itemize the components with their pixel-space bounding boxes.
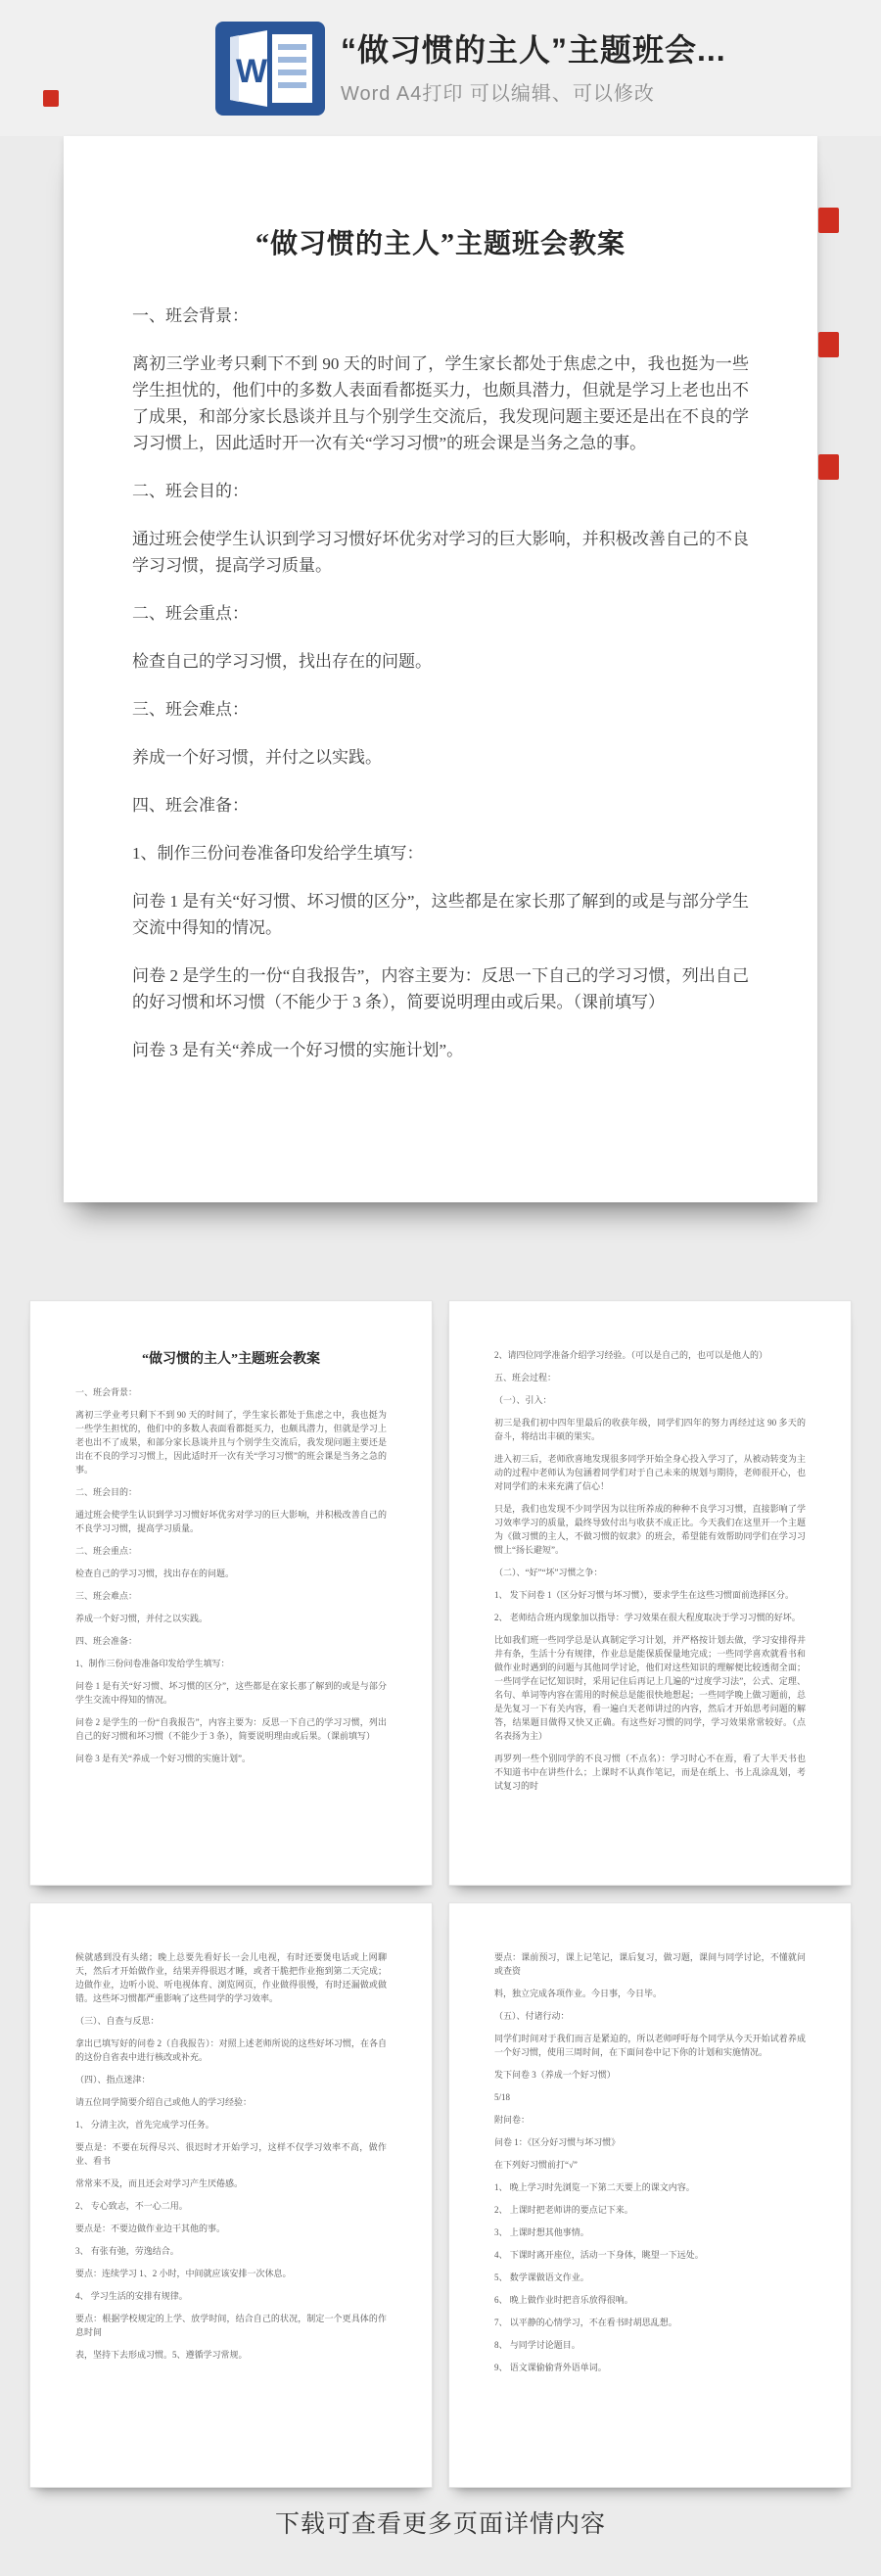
document-paragraph: 候就感到没有头绪；晚上总要先看好长一会儿电视，有时还要煲电话或上网聊天，然后才开始做作业，结果弄得很迟才睡，或者干脆把作业拖到第二天完成；边做作业，边听小说、听电视体育、浏览网页，作业做得很慢，有时还漏做或做错。这些坏习惯都严重影响了这些同学的学习效率。 (75, 1952, 387, 2003)
document-paragraph: 3、 上课时想其他事情。 (494, 2227, 589, 2237)
document-paragraph: 拿出已填写好的问卷 2（自我报告）：对照上述老师所说的这些好坏习惯，在各自的这份自省表中进行核改或补充。 (75, 2038, 387, 2062)
document-paragraph: 5、 数学课做语文作业。 (494, 2272, 589, 2282)
document-paragraph: 初三是我们初中四年里最后的收获年级，同学们四年的努力再经过这 90 多天的奋斗，将结出丰硕的果实。 (494, 1418, 806, 1441)
footer (0, 2505, 881, 2540)
document-paragraph: 1、 晚上学习时先浏览一下第二天要上的课文内容。 (494, 2182, 695, 2192)
main-page-preview[interactable] (64, 136, 817, 1202)
document-paragraph: 养成一个好习惯，并付之以实践。 (75, 1614, 209, 1623)
document-paragraph: 检查自己的学习习惯，找出存在的问题。 (132, 652, 432, 671)
red-marker-icon (818, 454, 839, 480)
document-paragraph: 通过班会使学生认识到学习习惯好坏优劣对学习的巨大影响，并积极改善自己的不良学习习惯，提高学习质量。 (75, 1510, 387, 1533)
document-paragraph: 1、制作三份问卷准备印发给学生填写： (75, 1659, 230, 1668)
document-paragraph: 离初三学业考只剩下不到 90 天的时间了，学生家长都处于焦虑之中，我也挺为一些学生担忧的，他们中的多数人表面看都挺买力，也颇具潜力，但就是学习上老也出不了成果，和部分家长恳谈并且与个别学生交流后，我发现问题主要还是出在不良的学习习惯上，因此适时开一次有关“学习习惯”的班会课是当务之急的事。 (75, 1410, 387, 1475)
document-paragraph: 五、班会过程： (494, 1373, 557, 1382)
document-paragraph: 三、班会难点： (75, 1591, 138, 1601)
document-paragraph: 只是，我们也发现不少同学因为以往所养成的种种不良学习习惯，直接影响了学习效率学习的质量，最终导致付出与收获不成正比。今天我们在这里开一个主题为《做习惯的主人，不做习惯的奴隶》的班会，希望能有效帮助同学们在学习习惯上“扬长避短”。 (494, 1504, 806, 1555)
document-paragraph: 一、班会背景： (132, 306, 249, 325)
thumbnail-page[interactable] (448, 1902, 852, 2488)
document-paragraph: 要点：课前预习，课上记笔记，课后复习，做习题，课间与同学讨论，不懂就问或查资 (494, 1952, 806, 1976)
document-paragraph: 二、班会重点： (132, 604, 249, 623)
document-paragraph: （一）、引入： (494, 1395, 552, 1405)
document-paragraph: 2、 专心致志，不一心二用。 (75, 2201, 188, 2211)
document-paragraph: 9、 语文课偷偷背外语单词。 (494, 2363, 607, 2372)
document-paragraph: 一、班会背景： (75, 1387, 138, 1397)
document-paragraph: 二、班会目的： (132, 482, 249, 500)
document-paragraph: 4、 学习生活的安排有规律。 (75, 2291, 188, 2301)
document-paragraph: 问卷 2 是学生的一份“自我报告”，内容主要为：反思一下自己的学习习惯，列出自己的好习惯和坏习惯（不能少于 3 条），简要说明理由或后果。（课前填写） (132, 966, 749, 1011)
download-hint-text: 下载可查看更多页面详情内容 (274, 2510, 606, 2538)
thumbnail-page[interactable] (448, 1300, 852, 1886)
document-paragraph: 附问卷： (494, 2115, 531, 2125)
document-paragraph: 养成一个好习惯，并付之以实践。 (132, 748, 382, 767)
document-paragraph: 问卷 1 是有关“好习惯、坏习惯的区分”，这些都是在家长那了解到的或是与部分学生交流中得知的情况。 (132, 892, 749, 937)
document-paragraph: （三）、自查与反思： (75, 2016, 160, 2026)
document-title: “做习惯的主人”主题班会教案 (255, 229, 626, 259)
document-paragraph: 2、 上课时把老师讲的要点记下来。 (494, 2205, 633, 2215)
document-paragraph: 问卷 3 是有关“养成一个好习惯的实施计划”。 (75, 1754, 251, 1763)
header (0, 0, 881, 136)
red-marker-icon (818, 208, 839, 233)
document-paragraph: 同学们时间对于我们而言是紧迫的，所以老师呼吁每个同学从今天开始试着养成一个好习惯，使用三周时间，在下面问卷中记下你的计划和实施情况。 (494, 2034, 806, 2057)
document-paragraph: 二、班会重点： (75, 1546, 138, 1556)
document-paragraph: 三、班会难点： (132, 700, 249, 719)
document-paragraph: 离初三学业考只剩下不到 90 天的时间了，学生家长都处于焦虑之中，我也挺为一些学生担忧的，他们中的多数人表面看都挺买力，也颇具潜力，但就是学习上老也出不了成果，和部分家长恳谈并且与个别学生交流后，我发现问题主要还是出在不良的学习习惯上，因此适时开一次有关“学习习惯”的班会课是当务之急的事。 (132, 354, 749, 452)
document-paragraph: 5/18 (494, 2092, 511, 2102)
document-paragraph: 要点：根据学校规定的上学、放学时间，结合自己的状况，制定一个更具体的作息时间 (75, 2314, 387, 2337)
document-paragraph: 检查自己的学习习惯，找出存在的问题。 (75, 1569, 235, 1578)
document-paragraph: 2、请四位同学准备介绍学习经验。（可以是自己的，也可以是他人的） (494, 1350, 768, 1360)
word-logo-letter: W (235, 52, 268, 90)
red-marker-icon (43, 90, 59, 107)
document-paragraph: 6、 晚上做作业时把音乐放得很响。 (494, 2295, 633, 2305)
document-paragraph: 1、 发下问卷 1（区分好习惯与坏习惯），要求学生在这些习惯面前选择区分。 (494, 1590, 795, 1600)
document-paragraph: 问卷 2 是学生的一份“自我报告”，内容主要为：反思一下自己的学习习惯，列出自己的好习惯和坏习惯（不能少于 3 条），简要说明理由或后果。（课前填写） (75, 1717, 387, 1741)
document-paragraph: 要点是：不要在玩得尽兴、很迟时才开始学习，这样不仅学习效率不高，做作业、看书 (75, 2142, 387, 2166)
document-paragraph: 常常来不及，而且还会对学习产生厌倦感。 (75, 2178, 244, 2188)
thumbnail-page[interactable] (29, 1300, 433, 1886)
word-file-icon (215, 22, 325, 116)
document-paragraph: （四）、指点迷津： (75, 2075, 151, 2084)
document-paragraph: 8、 与同学讨论题目。 (494, 2340, 580, 2350)
document-paragraph: 发下问卷 3（养成一个好习惯） (494, 2070, 616, 2080)
document-paragraph: 问卷 1 是有关“好习惯、坏习惯的区分”，这些都是在家长那了解到的或是与部分学生交流中得知的情况。 (75, 1681, 387, 1705)
document-paragraph: 要点是：不要边做作业边干其他的事。 (75, 2224, 226, 2233)
document-paragraph: 3、 有张有弛，劳逸结合。 (75, 2246, 179, 2256)
document-paragraph: 4、 下课时离开座位，活动一下身体，眺望一下远处。 (494, 2250, 704, 2260)
document-paragraph: 进入初三后，老师欣喜地发现很多同学开始全身心投入学习了，从被动转变为主动的过程中老师认为包涵着同学们对于自己未来的规划与期待，老师很开心，也对同学们的未来充满了信心！ (494, 1454, 806, 1491)
document-paragraph: 要点：连续学习 1、2 小时，中间就应该安排一次休息。 (75, 2269, 292, 2278)
document-paragraph: 四、班会准备： (132, 796, 249, 815)
document-paragraph: 1、 分清主次，首先完成学习任务。 (75, 2120, 214, 2130)
document-paragraph: 7、 以平静的心情学习，不在看书时胡思乱想。 (494, 2318, 677, 2327)
document-paragraph: 再罗列一些个别同学的不良习惯（不点名）：学习时心不在焉，看了大半天书也不知道书中在讲些什么；上课时不认真作笔记，而是在纸上、书上乱涂乱划，考试复习的时 (494, 1754, 806, 1791)
red-marker-icon (818, 332, 839, 357)
document-paragraph: 2、 老师结合班内现象加以指导：学习效果在很大程度取决于学习习惯的好坏。 (494, 1613, 801, 1622)
header-text-block (341, 31, 726, 106)
document-paragraph: 在下列好习惯前打“√” (494, 2160, 578, 2170)
document-paragraph: 问卷 3 是有关“养成一个好习惯的实施计划”。 (132, 1041, 464, 1059)
header-document-subtitle: Word A4打印 可以编辑、可以修改 (341, 82, 655, 105)
document-paragraph: （二）、“好”“坏”习惯之争： (494, 1568, 603, 1577)
document-paragraph: 问卷 1：《区分好习惯与坏习惯》 (494, 2137, 621, 2147)
thumbnail-page[interactable] (29, 1902, 433, 2488)
document-title: “做习惯的主人”主题班会教案 (142, 1352, 320, 1367)
document-paragraph: 料，独立完成各项作业。今日事，今日毕。 (494, 1989, 663, 1998)
document-paragraph: 请五位同学简要介绍自己或他人的学习经验： (75, 2097, 253, 2107)
document-paragraph: 表，坚持下去形成习惯。5、遵循学习常规。 (75, 2350, 248, 2360)
document-paragraph: （五）、付诸行动： (494, 2011, 570, 2021)
document-paragraph: 1、制作三份问卷准备印发给学生填写： (132, 844, 424, 863)
document-paragraph: 二、班会目的： (75, 1487, 138, 1497)
document-paragraph: 比如我们班一些同学总是认真制定学习计划，并严格按计划去做，学习安排得井井有条，生活十分有规律，作业总是能保质保量地完成；一些同学喜欢就看书和做作业时遇到的问题与其他同学讨论，他们对这些知识的理解便比较透彻全面；一些同学在记忆知识时，采用记住后再记上几遍的“过度学习法”，公式、定理、名句、单词等内容在需用的时候总是能很快地想起；一些同学晚上做习题前，总是先复习一下有关内容，看一遍白天老师讲过的内容，然后才开始思考问题的解答，结果题目做得又快又正确。有这些好习惯的同学，学习效果常常较好。（点名表扬为主） (494, 1635, 806, 1741)
header-document-title: “做习惯的主人”主题班会... (341, 31, 726, 68)
document-paragraph: 四、班会准备： (75, 1636, 138, 1646)
document-paragraph: 通过班会使学生认识到学习习惯好坏优劣对学习的巨大影响，并积极改善自己的不良学习习惯，提高学习质量。 (132, 530, 749, 575)
